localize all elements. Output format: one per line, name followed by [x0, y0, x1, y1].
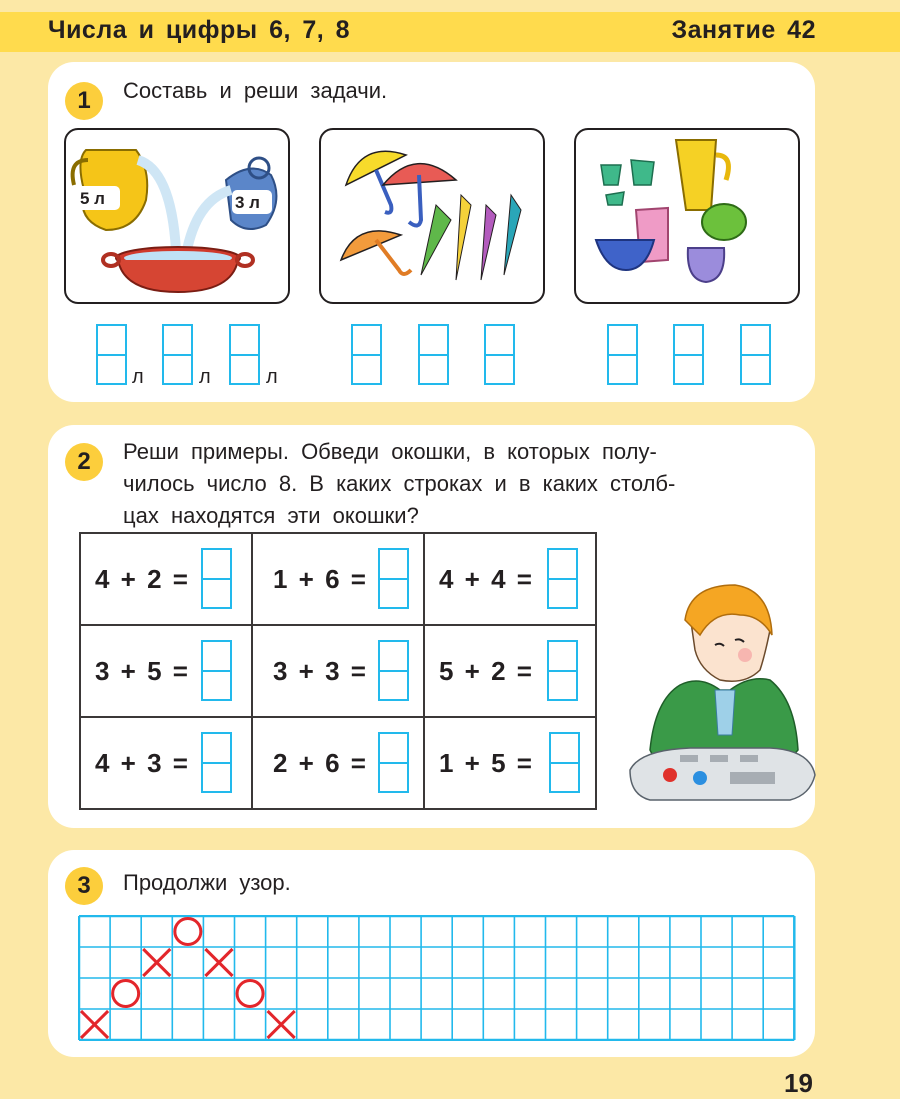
- expression: 4 + 2 =: [95, 564, 188, 594]
- answer-box[interactable]: [378, 732, 409, 793]
- example-cell: [252, 717, 424, 809]
- answer-box[interactable]: [201, 732, 232, 793]
- boy-at-console-illustration: [620, 560, 820, 820]
- task-instruction: Составь и реши задачи.: [123, 78, 388, 103]
- task-number-badge: 1: [65, 82, 103, 120]
- expression: 4 + 3 =: [95, 748, 188, 778]
- unit-liters: л: [266, 366, 278, 388]
- example-cell: [424, 717, 596, 809]
- examples-table: [79, 532, 597, 810]
- expression: 5 + 2 =: [439, 656, 532, 686]
- picture-cups: [574, 128, 800, 304]
- pattern-circle-mark: [237, 981, 263, 1007]
- page-number: 19: [784, 1068, 813, 1098]
- table-row: [80, 717, 596, 809]
- pattern-grid-svg[interactable]: [78, 915, 798, 1041]
- task-2-card: [48, 425, 815, 828]
- answer-box[interactable]: [547, 640, 578, 701]
- answer-box[interactable]: [229, 324, 260, 385]
- answer-box[interactable]: [162, 324, 193, 385]
- page-title: Числа и цифры 6, 7, 8: [48, 16, 351, 44]
- task-1-card: [48, 62, 815, 402]
- answer-box[interactable]: [607, 324, 638, 385]
- task-number-badge: 2: [65, 443, 103, 481]
- unit-liters: л: [199, 366, 211, 388]
- answer-box[interactable]: [547, 548, 578, 609]
- example-cell: [80, 717, 252, 809]
- table-row: [80, 533, 596, 625]
- unit-liters: л: [132, 366, 144, 388]
- answer-box[interactable]: [484, 324, 515, 385]
- answer-box[interactable]: [351, 324, 382, 385]
- task-3-card: [48, 850, 815, 1057]
- example-cell: [424, 533, 596, 625]
- example-cell: [80, 625, 252, 717]
- expression: 1 + 6 =: [273, 564, 366, 594]
- example-cell: [252, 625, 424, 717]
- answer-box[interactable]: [201, 548, 232, 609]
- umbrellas-illustration: [321, 130, 543, 302]
- task-instruction-line-3: цах находятся эти окошки?: [123, 503, 419, 528]
- answer-box[interactable]: [201, 640, 232, 701]
- picture-umbrellas: [319, 128, 545, 304]
- answer-box[interactable]: [740, 324, 771, 385]
- task-instruction-line-2: чилось число 8. В каких строках и в каких столб-: [123, 471, 676, 496]
- expression: 1 + 5 =: [439, 748, 532, 778]
- pattern-grid[interactable]: [78, 915, 798, 1046]
- expression: 3 + 3 =: [273, 656, 366, 686]
- example-cell: [252, 533, 424, 625]
- example-cell: [80, 533, 252, 625]
- expression: 4 + 4 =: [439, 564, 532, 594]
- answer-box[interactable]: [96, 324, 127, 385]
- answer-box[interactable]: [378, 548, 409, 609]
- answer-box[interactable]: [673, 324, 704, 385]
- jug-3l-label: 3 л: [235, 193, 260, 212]
- pattern-circle-mark: [175, 919, 201, 945]
- lesson-label: Занятие 42: [671, 16, 816, 44]
- jug-5l-label: 5 л: [80, 189, 105, 208]
- pattern-circle-mark: [113, 981, 139, 1007]
- answer-box[interactable]: [549, 732, 580, 793]
- example-cell: [424, 625, 596, 717]
- task-number-badge: 3: [65, 867, 103, 905]
- cups-illustration: [576, 130, 798, 302]
- task-instruction-line-1: Реши примеры. Обведи окошки, в которых полу-: [123, 439, 657, 464]
- answer-box[interactable]: [378, 640, 409, 701]
- task-instruction: Продолжи узор.: [123, 870, 291, 895]
- expression: 3 + 5 =: [95, 656, 188, 686]
- expression: 2 + 6 =: [273, 748, 366, 778]
- answer-box[interactable]: [418, 324, 449, 385]
- jugs-pouring-illustration: [66, 130, 288, 302]
- table-row: [80, 625, 596, 717]
- picture-jugs-pot: [64, 128, 290, 304]
